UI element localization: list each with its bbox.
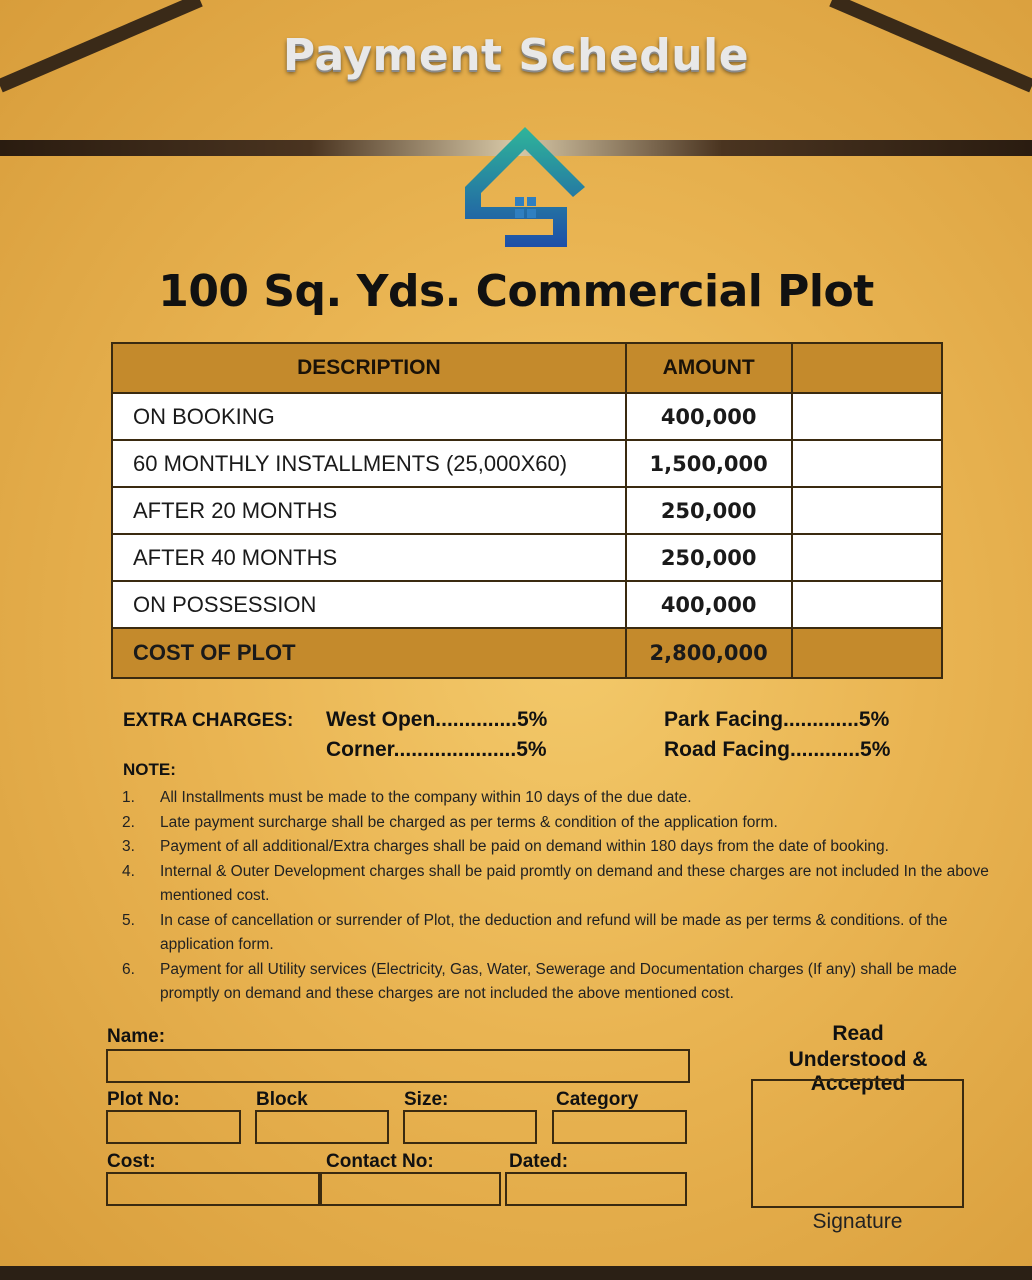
contact-no-label: Contact No: [326, 1151, 434, 1172]
list-item [122, 835, 1002, 860]
row-blank [792, 393, 942, 440]
table-row [112, 393, 942, 440]
note-text: In case of cancellation or surrender of Plot, the deduction and refund will be made as per terms & conditions. of the application form. [160, 911, 948, 953]
category-label: Category [556, 1089, 639, 1110]
row-description: AFTER 20 MONTHS [112, 487, 626, 534]
row-description: AFTER 40 MONTHS [112, 534, 626, 581]
note-number: 3. [122, 838, 135, 855]
dated-label: Dated: [509, 1151, 569, 1172]
total-amount: 2,800,000 [626, 628, 792, 678]
note-number: 6. [122, 960, 135, 978]
extra-charges-label: EXTRA CHARGES: [123, 710, 294, 731]
note-number: 4. [122, 862, 135, 880]
note-text: Payment for all Utility services (Electricity, Gas, Water, Sewerage and Documentation charges (If any) shall be made promptly on demand and these charges are not included the above mentioned cost. [160, 960, 957, 1002]
signature-label: Signature [812, 1210, 903, 1233]
size-field[interactable] [403, 1110, 537, 1144]
col-amount-header: AMOUNT [626, 343, 792, 393]
name-field[interactable] [106, 1049, 690, 1083]
plot-no-label: Plot No: [107, 1089, 180, 1110]
note-text: Payment of all additional/Extra charges shall be paid on demand within 180 days from the date of booking. [160, 838, 889, 855]
row-amount: 400,000 [626, 393, 792, 440]
list-item [122, 958, 1002, 1007]
category-field[interactable] [552, 1110, 687, 1144]
signature-box[interactable] [751, 1079, 964, 1208]
block-field[interactable] [255, 1110, 389, 1144]
row-blank [792, 534, 942, 581]
table-row [112, 581, 942, 628]
extra-charge-road-facing: Road Facing............5% [664, 738, 891, 761]
size-label: Size: [404, 1089, 449, 1110]
row-blank [792, 440, 942, 487]
row-description: ON BOOKING [112, 393, 626, 440]
payment-table [111, 342, 943, 679]
contact-no-field[interactable] [320, 1172, 501, 1206]
extra-charge-corner: Corner.....................5% [326, 738, 547, 761]
total-row [112, 628, 942, 678]
note-text: All Installments must be made to the company within 10 days of the due date. [160, 789, 692, 806]
read-label: Read [832, 1022, 884, 1045]
row-amount: 1,500,000 [626, 440, 792, 487]
table-row [112, 487, 942, 534]
note-number: 1. [122, 789, 135, 806]
row-amount: 250,000 [626, 487, 792, 534]
understood-accepted-label: Understood & Accepted [788, 1048, 928, 1095]
dated-field[interactable] [505, 1172, 687, 1206]
extra-charge-park-facing: Park Facing.............5% [664, 708, 890, 731]
page-title: Payment Schedule [282, 30, 750, 81]
table-row [112, 534, 942, 581]
row-blank [792, 487, 942, 534]
col-blank-header [792, 343, 942, 393]
note-label: NOTE: [123, 760, 176, 779]
row-description: ON POSSESSION [112, 581, 626, 628]
list-item [122, 860, 1002, 909]
row-amount: 400,000 [626, 581, 792, 628]
cost-label: Cost: [107, 1151, 156, 1172]
table-header-row [112, 343, 942, 393]
total-description: COST OF PLOT [112, 628, 626, 678]
name-label: Name: [107, 1026, 166, 1047]
note-text: Late payment surcharge shall be charged as per terms & condition of the application form. [160, 813, 778, 831]
note-number: 2. [122, 813, 135, 831]
list-item [122, 811, 1002, 836]
note-text: Internal & Outer Development charges shall be paid promtly on demand and these charges are not included In the above mentioned cost. [160, 862, 989, 904]
block-label: Block [256, 1089, 308, 1110]
row-description: 60 MONTHLY INSTALLMENTS (25,000X60) [112, 440, 626, 487]
list-item [122, 909, 1002, 958]
bottom-stripe [0, 1266, 1032, 1280]
total-blank [792, 628, 942, 678]
plot-heading: 100 Sq. Yds. Commercial Plot [158, 266, 874, 317]
col-description-header: DESCRIPTION [112, 343, 626, 393]
list-item [122, 786, 1002, 811]
plot-no-field[interactable] [106, 1110, 241, 1144]
house-logo-icon [455, 117, 589, 251]
row-blank [792, 581, 942, 628]
note-number: 5. [122, 911, 135, 929]
notes-list [122, 786, 1002, 1007]
cost-field[interactable] [106, 1172, 320, 1206]
row-amount: 250,000 [626, 534, 792, 581]
extra-charge-west-open: West Open..............5% [326, 708, 548, 731]
table-row [112, 440, 942, 487]
